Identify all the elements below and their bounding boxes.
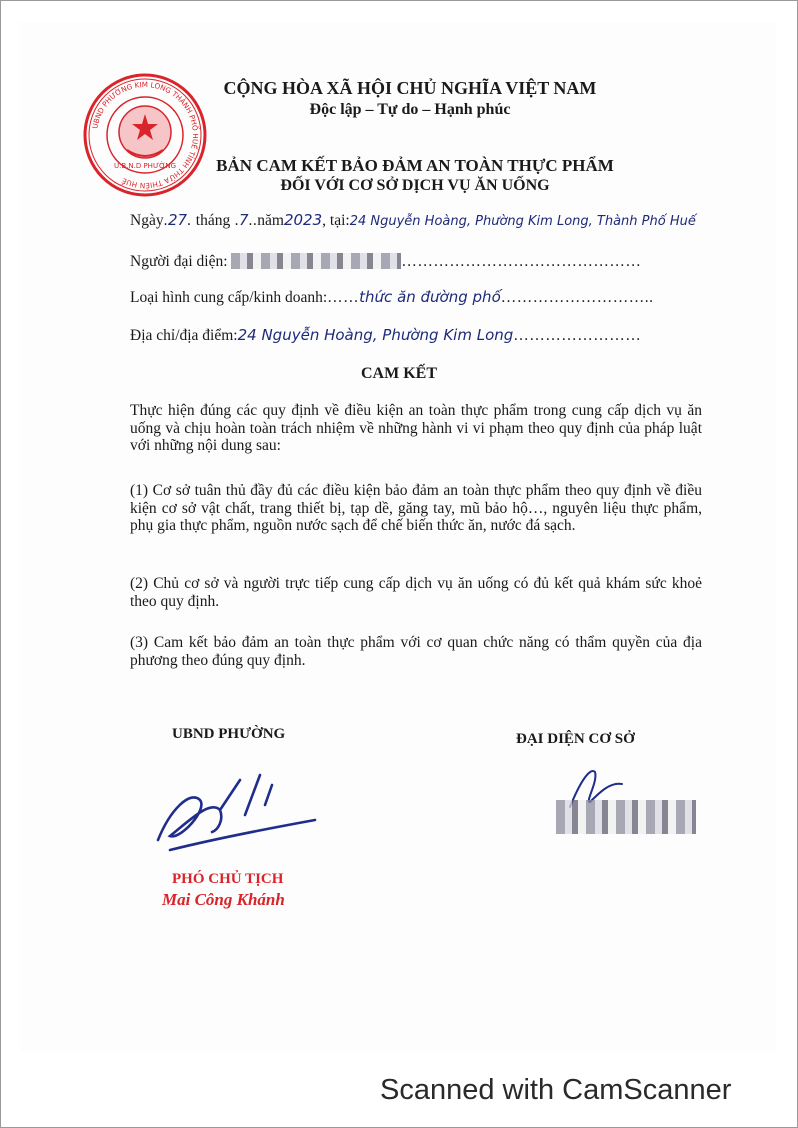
redacted-signature [556, 800, 696, 834]
address-value: 24 Nguyễn Hoàng, Phường Kim Long [237, 326, 514, 344]
commitment-item-2: (2) Chủ cơ sở và người trực tiếp cung cấp dịch vụ ăn uống có đủ kết quả khám sức khoẻ theo quy định. [130, 575, 702, 610]
document-subtitle: ĐỐI VỚI CƠ SỞ DỊCH VỤ ĂN UỐNG [280, 177, 550, 194]
day-label: Ngày [130, 212, 164, 229]
redacted-name [231, 253, 401, 269]
business-type-value: thức ăn đường phố [359, 288, 501, 306]
camscanner-watermark: Scanned with CamScanner [380, 1074, 732, 1106]
place-value: 24 Nguyễn Hoàng, Phường Kim Long, Thành Phố Huế [349, 214, 696, 229]
place-label: tại: [329, 212, 350, 229]
national-motto: Độc lập – Tự do – Hạnh phúc [309, 101, 511, 118]
business-type-dots: ……………………….. [500, 289, 654, 306]
ward-committee-heading: UBND PHƯỜNG [172, 726, 286, 742]
day-value: 27 [167, 211, 188, 229]
national-title: CỘNG HÒA XÃ HỘI CHỦ NGHĨA VIỆT NAM [223, 78, 597, 98]
address-dots: …………………… [513, 327, 642, 344]
representative-dots: ……………………………………… [401, 253, 642, 270]
month-label: tháng [195, 212, 231, 229]
vice-chairman-name: Mai Công Khánh [162, 890, 285, 909]
business-type-line: Loại hình cung cấp/kinh doanh:……thức ăn đường phố……………………….. [130, 288, 654, 306]
seal-bottom-text: U.B.N.D PHƯỜNG [114, 162, 176, 170]
date-place-line: Ngày.27. tháng .7..năm2023, tại:24 Nguyễn Hoàng, Phường Kim Long, Thành Phố Huế [130, 211, 696, 229]
address-line [130, 326, 641, 345]
commitment-item-1: (1) Cơ sở tuân thủ đầy đủ các điều kiện bảo đảm an toàn thực phẩm theo quy định về điều kiện cơ sở vật chất, trang thiết bị, tạp dề, găng tay, mũ bảo hộ…, nguyên liệu thực phẩm, phụ gia thực phẩm, nguồn nước sạch để chế biến thức ăn, nước đá sạch. [130, 482, 702, 534]
address-label: Địa chỉ/địa điểm: [130, 327, 238, 344]
year-value: 2023 [283, 211, 323, 229]
seal-ring-text: UBND PHƯỜNG KIM LONG THÀNH PHỐ HUẾ TỈNH THỪA THIÊN HUẾ [90, 79, 201, 191]
commitment-item-3: (3) Cam kết bảo đảm an toàn thực phẩm với cơ quan chức năng có thẩm quyền của địa phương theo đúng quy định. [130, 634, 702, 669]
establishment-rep-heading: ĐẠI DIỆN CƠ SỞ [516, 731, 635, 747]
commitment-intro: Thực hiện đúng các quy định về điều kiện an toàn thực phẩm trong cung cấp dịch vụ ăn uống và chịu hoàn toàn trách nhiệm về những hành vi vi phạm theo quy định của pháp luật với những nội dung sau: [130, 402, 702, 454]
business-type-label: Loại hình cung cấp/kinh doanh: [130, 289, 328, 306]
representative-line [130, 253, 641, 271]
official-signature-icon [150, 770, 320, 860]
representative-label: Người đại diện: [130, 253, 228, 270]
vice-chairman-title: PHÓ CHỦ TỊCH [172, 871, 284, 887]
commitment-heading: CAM KẾT [361, 365, 437, 382]
document-title: BẢN CAM KẾT BẢO ĐẢM AN TOÀN THỰC PHẨM [216, 156, 614, 175]
month-value: 7 [238, 211, 249, 229]
year-label: năm [257, 212, 284, 229]
